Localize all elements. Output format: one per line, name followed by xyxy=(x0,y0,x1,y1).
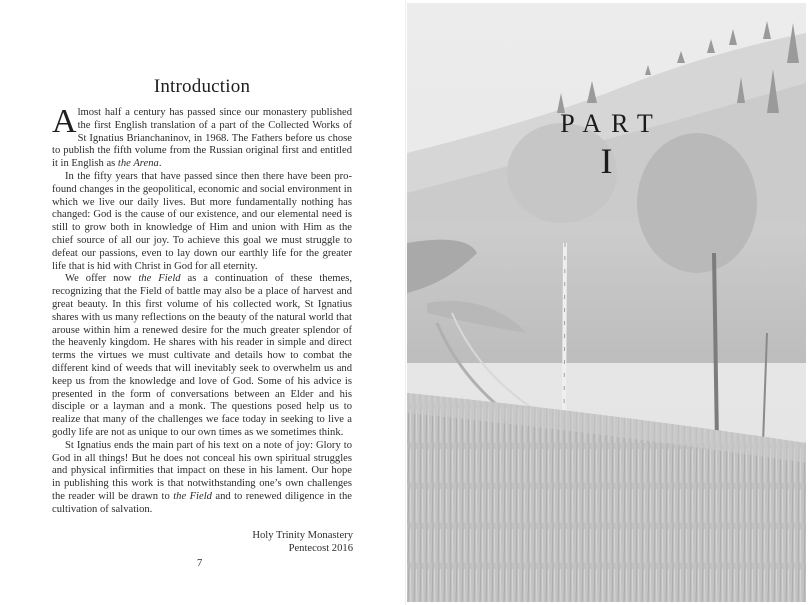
chapter-title: Introduction xyxy=(153,76,251,97)
paragraph-4-rest: and to renewed diligence in the cultivation of salvation. xyxy=(52,490,352,515)
paragraph-2: In the fifty years that have passed since then there have been profound changes in the geopolitical, economic and social environment in which we live our daily lives. But more fundamentally nothing has changed: God is the cause of our existence, and our elemental need is still to grow both in knowledge of Him and union with Him as the chief source of all our joy. To achieve this goal we must struggle to defeat our passions, even to lay down our earthly life for the greater life that is hid with Christ in God for all eternity. xyxy=(52,170,352,272)
paragraph-3-start: We offer now xyxy=(65,273,139,285)
paragraph-3-rest: as a continuation of these themes, recognizing that the Field of battle may also be a place of harvest and great beauty. In this first volume of his collected work, St Ignatius shares with us many reflections on the beauty of the natural world that arouse within him a renewed desire for the much greater splendor of the heavenly kingdom. He shares with his reader in simple and direct terms the virtues we must cultivate and details how to combat the different kind of weeds that will inevitably seek to overwhelm us and keep us from the knowledge and love of God. Some of his advice is presented in the form of conversations between an Elder and his disciple or a layman and a monk. The questions posed help us to realize that many of the challenges we face today in seeking to live a godly life are not as unique to our own times as we sometimes think. xyxy=(52,273,352,438)
signature-date: Pentecost 2016 xyxy=(288,542,353,554)
right-page xyxy=(406,0,810,605)
italic-title-field: the Field xyxy=(138,273,181,285)
paragraph-4-start: St Ignatius ends the main part of his text on a note of joy: Glory to God in all things! But he does not conceal his own spiritual struggles and physical infirmities that impact on these in his lament. Our hope in publishing this work is that notwithstanding one’s own challenges the reader will be drawn to xyxy=(52,439,352,502)
landscape-photo xyxy=(407,3,806,602)
italic-title-arena: the Arena xyxy=(117,158,159,170)
paragraph-3 xyxy=(52,273,352,439)
paragraph-1-text: lmost half a century has passed since our monastery published the first English translation of a part of the Collected Works of St Ignatius Brianchaninov, in 1968. The Fathers before us chose to publish the fifth volume from the Russian original first and entitled it in English as xyxy=(52,107,352,170)
introduction-body xyxy=(52,103,352,517)
part-numeral: I xyxy=(600,141,613,181)
signature xyxy=(252,530,353,556)
italic-title-field: the Field xyxy=(173,490,212,502)
page-number: 7 xyxy=(197,558,203,569)
paragraph-1-end: . xyxy=(158,158,162,170)
landscape-illustration xyxy=(407,3,806,602)
drop-cap: A xyxy=(52,103,77,140)
signature-author: Holy Trinity Monastery xyxy=(252,530,353,541)
part-label: PART xyxy=(560,109,663,138)
paragraph-4 xyxy=(52,440,352,517)
paragraph-1 xyxy=(52,103,352,171)
